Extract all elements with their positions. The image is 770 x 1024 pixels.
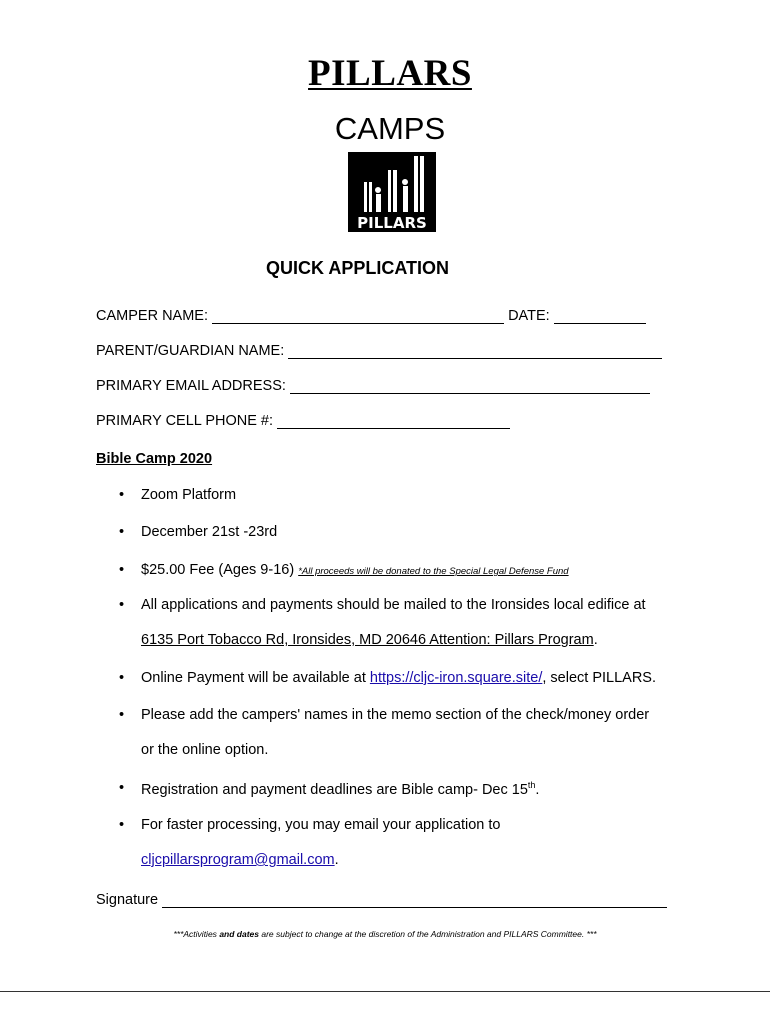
parent-name-field[interactable] [288, 343, 662, 359]
camper-name-field[interactable] [212, 308, 504, 324]
deadline-sup: th [527, 780, 536, 790]
footer-part2: and dates [219, 929, 259, 939]
bullet-dot: • [119, 707, 125, 723]
bullet-dot: • [119, 562, 125, 578]
date-label: DATE: [508, 308, 550, 324]
footer-part3: are subject to change at the discretion of the Administration and PILLARS Committee. *** [261, 929, 597, 939]
deadline-suffix: . [535, 781, 540, 798]
fee-note: *All proceeds will be donated to the Special Legal Defense Fund [298, 566, 569, 577]
signature-row [96, 892, 667, 908]
page-subtitle: CAMPS [334, 111, 446, 146]
pillars-logo [348, 152, 436, 232]
parent-name-label: PARENT/GUARDIAN NAME: [96, 343, 285, 359]
bullet-zoom: Zoom Platform [141, 487, 237, 503]
logo-wordmark: PILLARS [357, 214, 427, 232]
bullet-faster-line1: For faster processing, you may email your application to [141, 817, 501, 833]
bullet-memo-line1: Please add the campers' names in the memo section of the check/money order [141, 707, 650, 723]
parent-name-row [96, 343, 662, 359]
bullet-memo-line2: or the online option. [141, 742, 269, 758]
bullet-online [141, 670, 656, 686]
online-suffix: , select PILLARS. [542, 670, 657, 686]
fee-text: $25.00 Fee (Ages 9-16) [141, 562, 295, 578]
footer-part1: ***Activities [173, 929, 217, 939]
phone-field[interactable] [277, 413, 510, 429]
bullet-dot: • [119, 780, 125, 796]
online-prefix: Online Payment will be available at [141, 670, 366, 686]
payment-link[interactable]: https://cljc-iron.square.site/ [369, 670, 543, 686]
bullet-mail-line2 [141, 632, 598, 648]
bullet-dot: • [119, 524, 125, 540]
mail-address: 6135 Port Tobacco Rd, Ironsides, MD 20646 Attention: Pillars Program [141, 632, 594, 648]
bullet-deadline [141, 780, 539, 798]
bullet-faster-line2 [141, 852, 339, 868]
bullet-dot: • [119, 597, 125, 613]
phone-label: PRIMARY CELL PHONE #: [96, 413, 274, 429]
signature-field[interactable] [162, 892, 667, 908]
bullet-dot: • [119, 670, 125, 686]
page-divider [0, 991, 770, 992]
email-label: PRIMARY EMAIL ADDRESS: [96, 378, 286, 394]
bullet-dot: • [119, 487, 125, 503]
camper-name-row [96, 308, 646, 324]
bullet-fee [141, 562, 569, 578]
bullet-dates: December 21st -23rd [141, 524, 278, 540]
camper-name-label: CAMPER NAME: [96, 308, 208, 324]
bullet-dot: • [119, 817, 125, 833]
phone-row [96, 413, 510, 429]
email-field[interactable] [290, 378, 650, 394]
page-title: PILLARS [308, 53, 472, 94]
section-title: Bible Camp 2020 [96, 451, 213, 467]
email-end: . [334, 852, 339, 868]
deadline-prefix: Registration and payment deadlines are Bible camp- Dec 15 [141, 781, 528, 798]
date-field[interactable] [554, 308, 646, 324]
email-row [96, 378, 650, 394]
footer-note [0, 929, 770, 939]
email-link[interactable]: cljcpillarsprogram@gmail.com [141, 852, 335, 868]
mail-end: . [593, 632, 598, 648]
form-heading: QUICK APPLICATION [266, 258, 449, 278]
signature-label: Signature [96, 892, 159, 908]
bullet-mail-line1: All applications and payments should be mailed to the Ironsides local edifice at [141, 597, 646, 613]
